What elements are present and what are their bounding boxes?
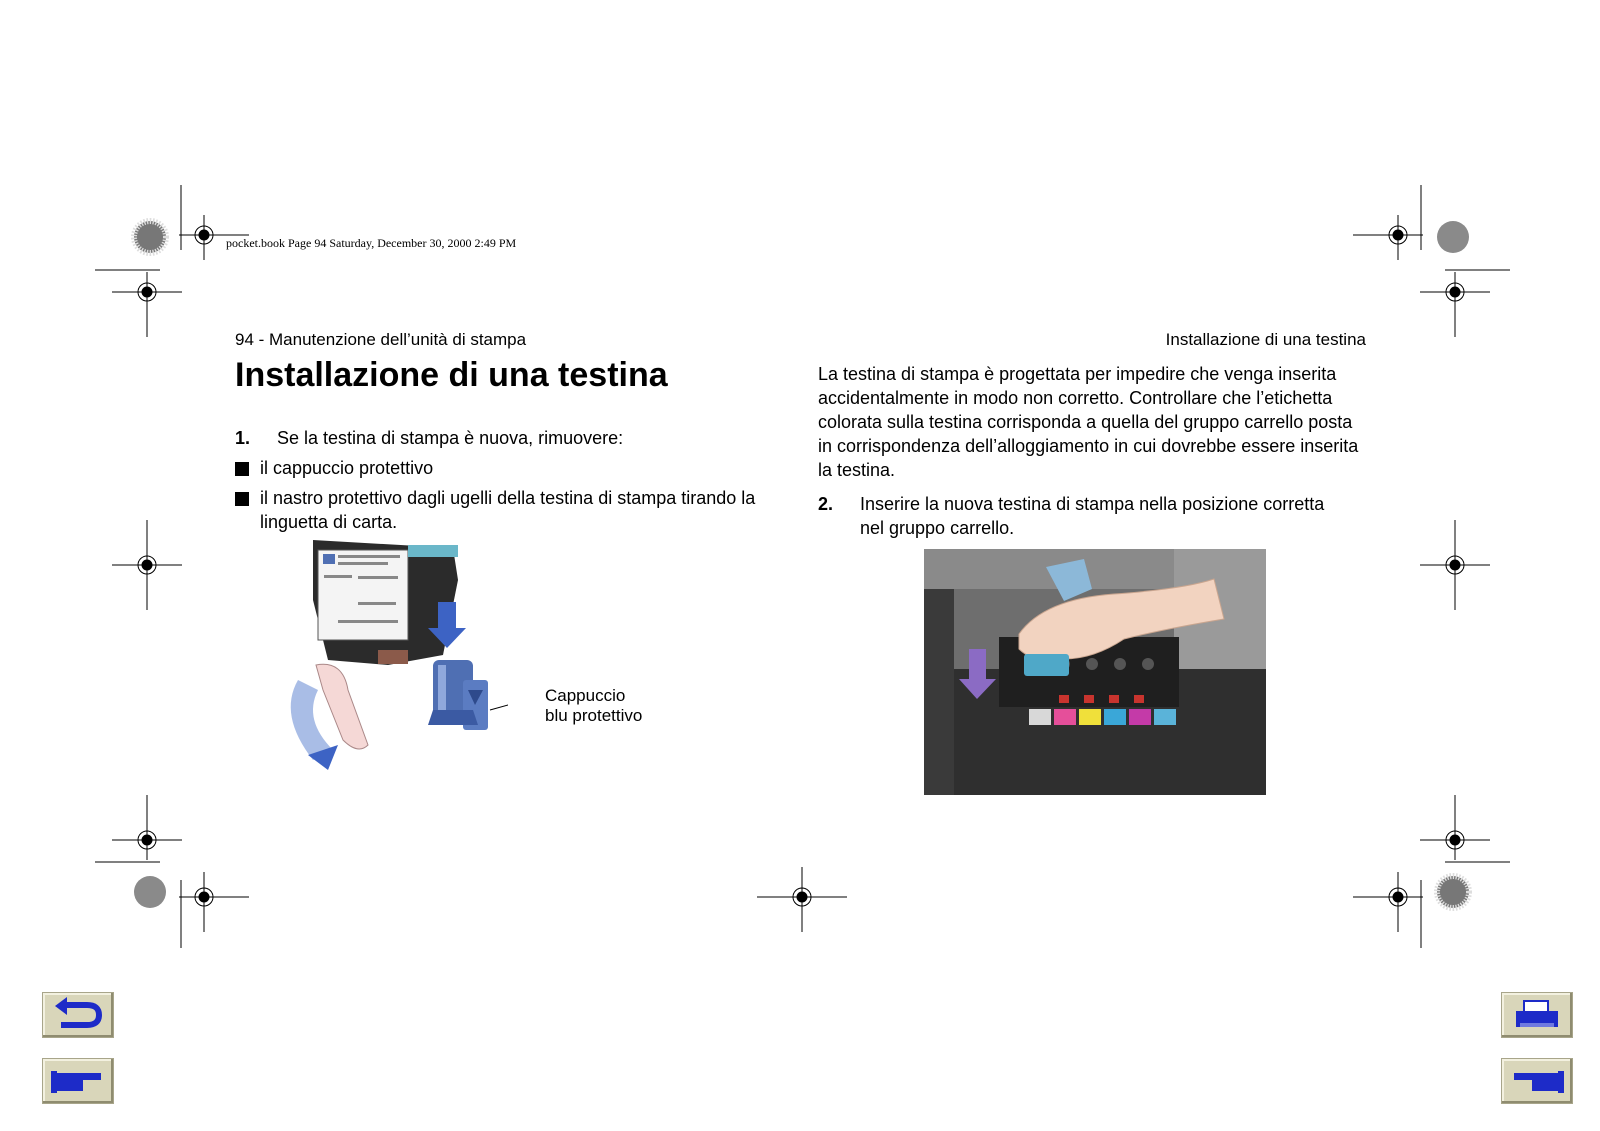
previous-page-button[interactable] [1501,1058,1573,1104]
next-page-button[interactable] [42,1058,114,1104]
bullet-text: il cappuccio protettivo [260,458,434,478]
return-arrow-icon [43,993,113,1037]
callout-line: blu protettivo [545,706,643,725]
pointing-hand-right-icon [43,1059,113,1103]
pointing-hand-left-icon [1502,1059,1572,1103]
print-button[interactable] [1501,992,1573,1038]
printer-icon [1502,993,1572,1037]
step-text: Inserire la nuova testina di stampa nella posizione corretta nel gruppo carrello. [860,494,1325,538]
running-header-right: Installazione di una testina [1165,330,1366,349]
back-button[interactable] [42,992,114,1038]
callout-line: Cappuccio [545,686,626,705]
carriage-photo [924,549,1266,795]
list-item [235,456,795,480]
running-header-left: 94 - Manutenzione dell’unità di stampa [235,330,527,349]
page-title: Installazione di una testina [235,356,668,394]
step-text: Se la testina di stampa è nuova, rimuovere: [277,428,624,448]
step-2 [818,492,1368,540]
bullet-text: il nastro protettivo dagli ugelli della testina di stampa tirando la linguetta di carta. [260,488,756,532]
bullet-square-icon [235,492,249,506]
printer-slug: pocket.book Page 94 Saturday, December 30, 2000 2:49 PM [226,236,517,250]
step-number: 1. [235,428,251,448]
callout-blue-cap [545,686,642,726]
bullet-square-icon [235,462,249,476]
intro-paragraph: La testina di stampa è progettata per impedire che venga inserita accidentalmente in modo non corretto. Controllare che l’etichetta colorata sulla testina corrisponda a quella del gruppo carrello posta in corrispondenza dell’alloggiamento in cui dovrebbe essere inserita la testina. [818,364,1359,480]
list-item [235,486,795,534]
step-number: 2. [818,494,834,514]
printhead-illustration [258,540,508,780]
step-1 [235,426,795,450]
